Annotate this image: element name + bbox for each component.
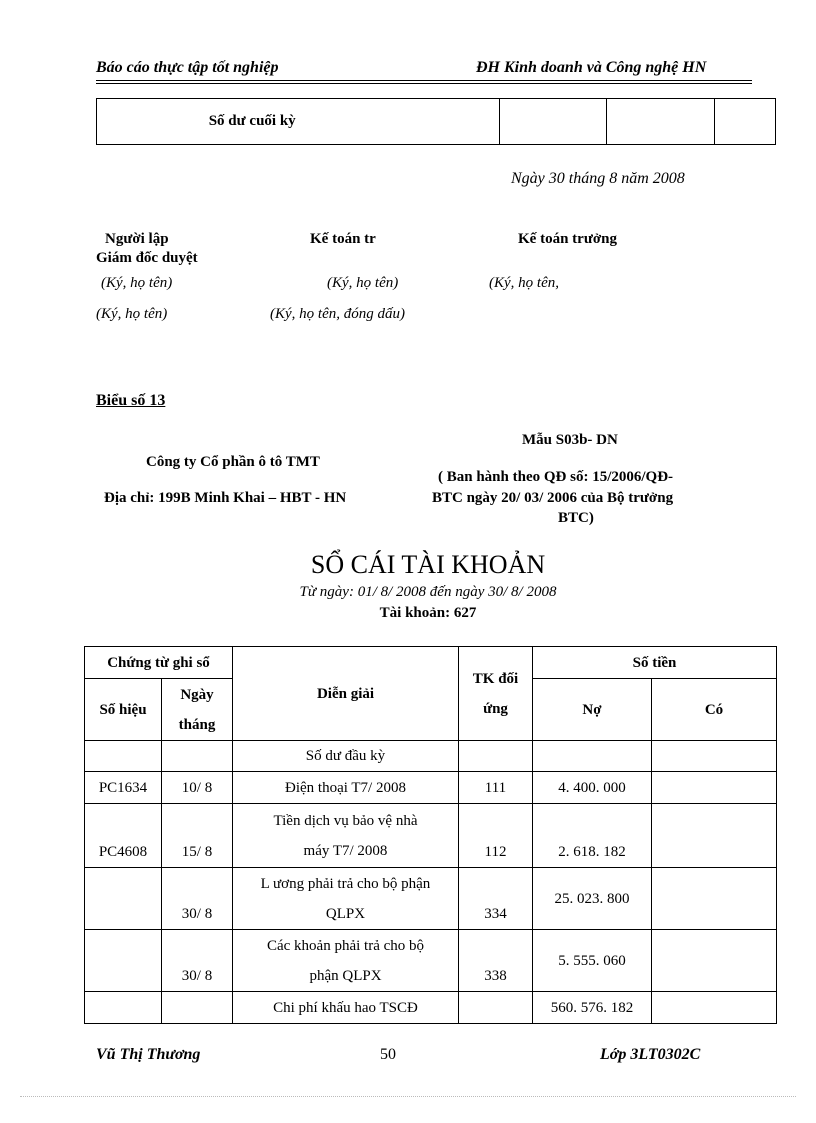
regulation-line-2: BTC ngày 20/ 03/ 2006 của Bộ trưởng [432, 490, 674, 506]
row-credit [652, 930, 777, 992]
ledger-account: Tài khoản: 627 [379, 605, 477, 621]
footer-author: Vũ Thị Thương [96, 1046, 201, 1063]
table-row [85, 992, 777, 1024]
closing-balance-label: Số dư cuối kỳ [208, 113, 296, 129]
header-voucher-date [162, 679, 233, 741]
opening-cell-5 [533, 741, 652, 772]
row-date [162, 992, 233, 1024]
row-account: 112 [459, 804, 533, 868]
ledger-period: Từ ngày: 01/ 8/ 2008 đến ngày 30/ 8/ 2008 [299, 584, 557, 600]
regulation-line-3: BTC) [558, 510, 594, 526]
closing-balance-table [96, 98, 776, 145]
opening-cell-2 [162, 741, 233, 772]
row-voucher: PC4608 [85, 804, 162, 868]
opening-cell-4 [459, 741, 533, 772]
signer-director: Giám đốc duyệt [96, 250, 198, 266]
row-debit: 25. 023. 800 [533, 868, 652, 930]
header-right: ĐH Kinh doanh và Công nghệ HN [476, 59, 707, 76]
header-left: Báo cáo thực tập tốt nghiệp [96, 59, 279, 76]
row-date: 10/ 8 [162, 772, 233, 804]
signer-preparer: Người lập [105, 231, 169, 247]
row-voucher [85, 930, 162, 992]
opening-cell-6 [652, 741, 777, 772]
closing-balance-cell-1 [500, 99, 607, 145]
header-voucher: Chứng từ ghi sổ [85, 647, 233, 679]
report-date: Ngày 30 tháng 8 năm 2008 [511, 170, 685, 187]
row-account: 111 [459, 772, 533, 804]
row-description: Điện thoại T7/ 2008 [233, 772, 459, 804]
row-description-line2: phận QLPX [309, 967, 382, 984]
header-voucher-number: Số hiệu [85, 679, 162, 741]
form-number: Biểu số 13 [96, 392, 166, 409]
header-credit: Có [652, 679, 777, 741]
row-description: Chi phí khấu hao TSCĐ [233, 992, 459, 1024]
page-bottom-rule [20, 1096, 796, 1097]
row-account [459, 992, 533, 1024]
sign-note-3: (Ký, họ tên, [489, 275, 559, 291]
closing-balance-cell-2 [607, 99, 715, 145]
footer-class: Lớp 3LT0302C [600, 1046, 701, 1063]
footer-page-number: 50 [380, 1046, 396, 1063]
row-debit: 4. 400. 000 [533, 772, 652, 804]
header-contra-account-line1: TK đối [472, 670, 519, 687]
row-credit [652, 804, 777, 868]
regulation-line-1: ( Ban hành theo QĐ số: 15/2006/QĐ- [438, 469, 674, 485]
row-description-line2: QLPX [325, 905, 366, 922]
row-debit: 2. 618. 182 [533, 804, 652, 868]
header-contra-account-line2: ứng [483, 700, 508, 717]
sign-note-4: (Ký, họ tên) [96, 306, 168, 322]
form-template: Mẫu S03b- DN [522, 432, 618, 448]
header-debit: Nợ [533, 679, 652, 741]
table-row [85, 930, 777, 992]
closing-balance-cell-3 [715, 99, 776, 145]
ledger-table [84, 646, 777, 1024]
table-row [85, 804, 777, 868]
sign-note-1: (Ký, họ tên) [101, 275, 173, 291]
row-description-line1: Các khoản phải trả cho bộ [266, 937, 425, 954]
header-description: Diễn giải [233, 647, 459, 741]
header-contra-account [459, 647, 533, 741]
header-amount: Số tiền [533, 647, 777, 679]
ledger-title: SỔ CÁI TÀI KHOẢN [310, 550, 546, 579]
row-debit: 560. 576. 182 [533, 992, 652, 1024]
row-description-line2: máy T7/ 2008 [303, 842, 388, 859]
row-account: 334 [459, 868, 533, 930]
row-date: 30/ 8 [162, 930, 233, 992]
row-debit: 5. 555. 060 [533, 930, 652, 992]
row-voucher: PC1634 [85, 772, 162, 804]
row-description [233, 868, 459, 930]
header-voucher-date-line1: Ngày [180, 686, 214, 703]
table-row [85, 772, 777, 804]
signer-chief-accountant: Kế toán trưởng [518, 231, 617, 247]
opening-cell-1 [85, 741, 162, 772]
row-account: 338 [459, 930, 533, 992]
row-credit [652, 868, 777, 930]
row-date: 15/ 8 [162, 804, 233, 868]
company-name: Công ty Cổ phần ô tô TMT [146, 454, 320, 470]
row-date: 30/ 8 [162, 868, 233, 930]
row-credit [652, 772, 777, 804]
sign-note-5: (Ký, họ tên, đóng dấu) [270, 306, 405, 322]
row-description [233, 804, 459, 868]
row-description [233, 930, 459, 992]
header-voucher-date-line2: tháng [178, 716, 216, 733]
row-credit [652, 992, 777, 1024]
row-voucher [85, 868, 162, 930]
table-row [85, 868, 777, 930]
company-address: Địa chỉ: 199B Minh Khai – HBT - HN [104, 490, 347, 506]
sign-note-2: (Ký, họ tên) [327, 275, 399, 291]
opening-balance-label: Số dư đầu kỳ [233, 741, 459, 772]
row-description-line1: Tiền dịch vụ bảo vệ nhà [273, 812, 418, 829]
signer-accountant: Kế toán tr [310, 231, 376, 247]
row-description-line1: L ương phải trả cho bộ phận [260, 875, 431, 892]
row-voucher [85, 992, 162, 1024]
header-rule [96, 80, 752, 81]
header-rule-double [96, 83, 752, 84]
